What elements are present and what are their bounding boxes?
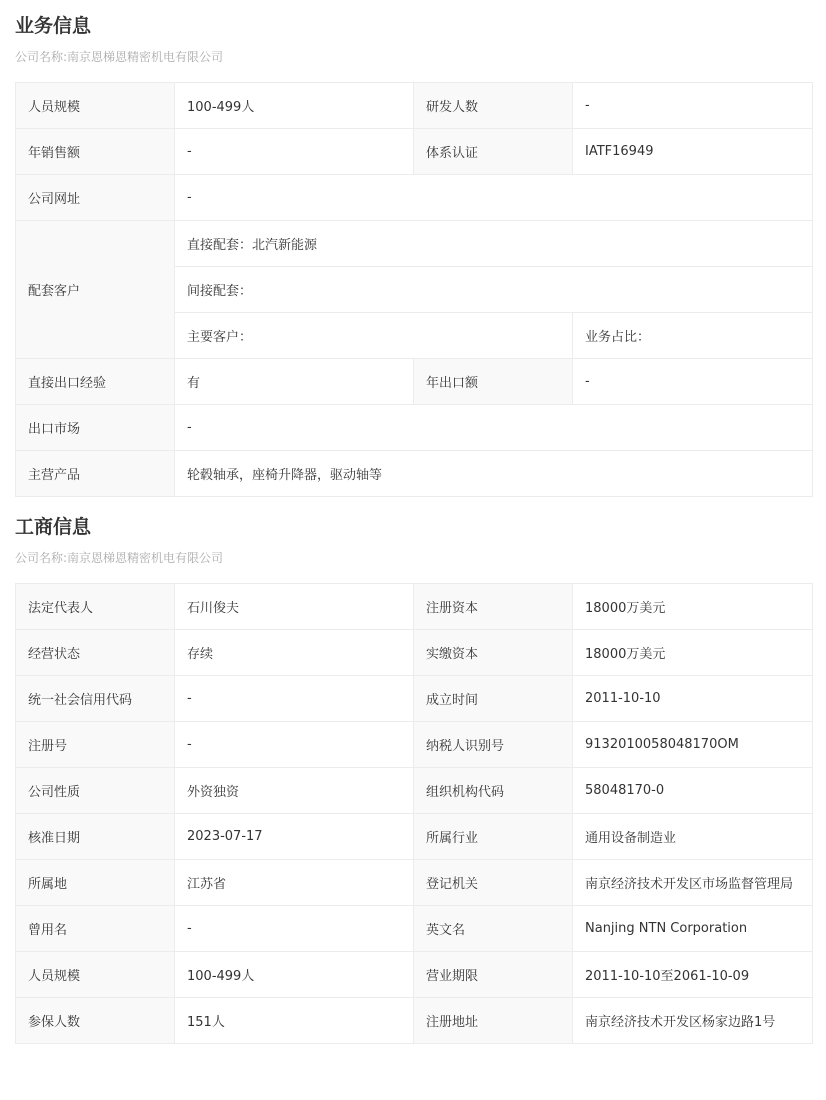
field-label: 所属行业	[414, 814, 573, 860]
table-row	[16, 676, 813, 722]
field-label: 人员规模	[16, 83, 175, 129]
export-market-value: -	[175, 405, 813, 451]
field-value: 存续	[175, 630, 414, 676]
table-row	[16, 584, 813, 630]
field-value: 2011-10-10至2061-10-09	[573, 952, 813, 998]
field-value: 南京经济技术开发区杨家边路1号	[573, 998, 813, 1044]
table-row	[16, 998, 813, 1044]
field-label: 经营状态	[16, 630, 175, 676]
table-row	[16, 175, 813, 221]
field-label: 研发人数	[414, 83, 573, 129]
field-label: 年销售额	[16, 129, 175, 175]
table-row	[16, 814, 813, 860]
field-label: 公司性质	[16, 768, 175, 814]
field-value: -	[573, 83, 813, 129]
field-label: 公司网址	[16, 175, 175, 221]
indirect-supply-value: 间接配套：	[175, 267, 813, 313]
field-label: 出口市场	[16, 405, 175, 451]
field-label: 曾用名	[16, 906, 175, 952]
field-label: 年出口额	[414, 359, 573, 405]
field-value: 2011-10-10	[573, 676, 813, 722]
field-label: 参保人数	[16, 998, 175, 1044]
main-products-value: 轮毂轴承，座椅升降器，驱动轴等	[175, 451, 813, 497]
field-value: -	[175, 722, 414, 768]
company-name-prefix: 公司名称:	[15, 551, 68, 565]
field-label: 法定代表人	[16, 584, 175, 630]
field-label: 直接出口经验	[16, 359, 175, 405]
registry-info-title: 工商信息	[15, 516, 92, 538]
table-row	[16, 221, 813, 267]
field-value: -	[175, 129, 414, 175]
company-name: 南京恩梯恩精密机电有限公司	[67, 50, 224, 64]
business-info-table	[15, 82, 813, 497]
field-value: -	[573, 359, 813, 405]
field-value: 南京经济技术开发区市场监督管理局	[573, 860, 813, 906]
company-name-prefix: 公司名称:	[15, 50, 68, 64]
website-value: -	[175, 175, 813, 221]
registry-company-line	[15, 550, 223, 566]
table-row	[16, 451, 813, 497]
field-value: 石川俊夫	[175, 584, 414, 630]
table-row	[16, 860, 813, 906]
field-value: 18000万美元	[573, 584, 813, 630]
field-value: 100-499人	[175, 83, 414, 129]
table-row	[16, 906, 813, 952]
table-row	[16, 952, 813, 998]
registry-info-table	[15, 583, 813, 1044]
field-label: 成立时间	[414, 676, 573, 722]
table-row	[16, 83, 813, 129]
business-share-value: 业务占比：	[573, 313, 813, 359]
field-value: 2023-07-17	[175, 814, 414, 860]
table-row	[16, 129, 813, 175]
field-label: 实缴资本	[414, 630, 573, 676]
field-value: IATF16949	[573, 129, 813, 175]
main-customers-value: 主要客户：	[175, 313, 573, 359]
table-row	[16, 630, 813, 676]
field-value: -	[175, 906, 414, 952]
field-value: Nanjing NTN Corporation	[573, 906, 813, 952]
field-label: 体系认证	[414, 129, 573, 175]
field-value: 100-499人	[175, 952, 414, 998]
business-company-line	[15, 49, 223, 65]
field-label: 统一社会信用代码	[16, 676, 175, 722]
field-value: 18000万美元	[573, 630, 813, 676]
field-value: 151人	[175, 998, 414, 1044]
field-label: 所属地	[16, 860, 175, 906]
field-value: 江苏省	[175, 860, 414, 906]
table-row	[16, 359, 813, 405]
field-label: 注册地址	[414, 998, 573, 1044]
table-row	[16, 722, 813, 768]
field-value: 9132010058048170OM	[573, 722, 813, 768]
field-label: 组织机构代码	[414, 768, 573, 814]
field-value: 58048170-0	[573, 768, 813, 814]
table-row	[16, 768, 813, 814]
field-value: 通用设备制造业	[573, 814, 813, 860]
field-label: 纳税人识别号	[414, 722, 573, 768]
company-name: 南京恩梯恩精密机电有限公司	[67, 551, 224, 565]
field-label: 核准日期	[16, 814, 175, 860]
field-value: -	[175, 676, 414, 722]
field-label: 注册资本	[414, 584, 573, 630]
field-label: 营业期限	[414, 952, 573, 998]
field-label: 英文名	[414, 906, 573, 952]
field-label: 注册号	[16, 722, 175, 768]
field-label: 配套客户	[16, 221, 175, 359]
direct-supply-value: 直接配套：北汽新能源	[175, 221, 813, 267]
field-value: 有	[175, 359, 414, 405]
field-label: 人员规模	[16, 952, 175, 998]
field-label: 登记机关	[414, 860, 573, 906]
table-row	[16, 405, 813, 451]
business-info-title: 业务信息	[15, 15, 92, 37]
field-value: 外资独资	[175, 768, 414, 814]
field-label: 主营产品	[16, 451, 175, 497]
